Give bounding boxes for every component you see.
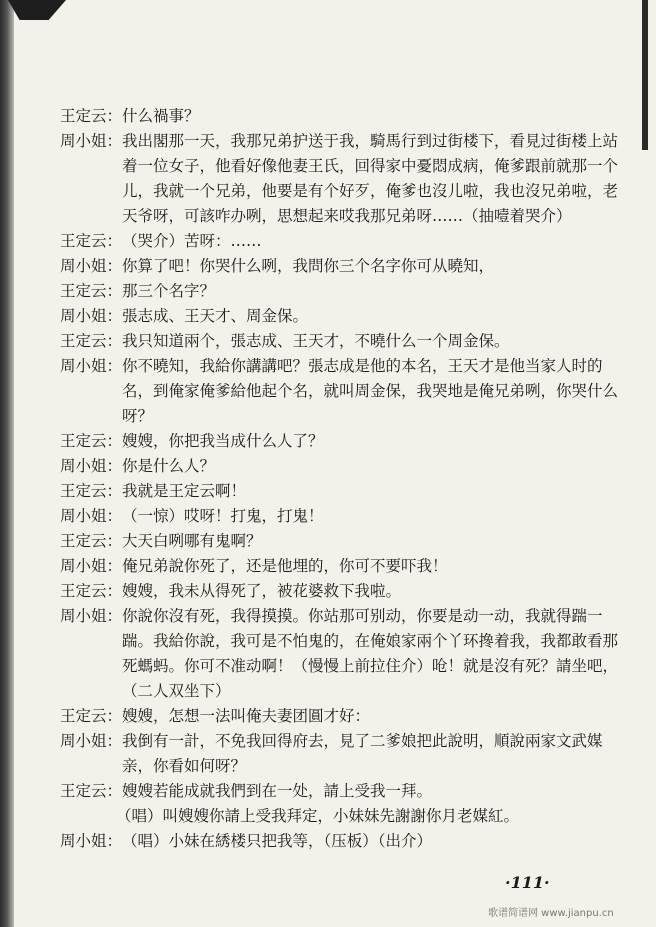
dialogue-text: 張志成、王天才、周金保。	[122, 307, 309, 325]
dialogue-text: 我只知道兩个，張志成、王天才，不曉什么一个周金保。	[122, 332, 510, 350]
dialogue-line	[60, 504, 620, 529]
site-watermark: 歌谱简谱网 www.jianpu.cn	[488, 908, 614, 919]
speaker-colon: ：	[106, 732, 123, 750]
speaker-colon: ：	[106, 132, 123, 150]
speaker-name: 周小姐	[60, 357, 107, 375]
page-number: ·111·	[505, 873, 550, 892]
script-page-body	[60, 104, 620, 854]
speaker-name: 王定云	[60, 582, 107, 600]
dialogue-text: 什么禍事？	[122, 107, 200, 125]
speaker-colon: ：	[106, 307, 123, 325]
speaker-colon: ：	[106, 507, 123, 525]
speaker-colon: ：	[106, 832, 123, 850]
dialogue-line	[60, 529, 620, 554]
dialogue-text: （哭介）苦呀：……	[122, 232, 262, 250]
speaker-colon: ：	[106, 457, 123, 475]
speaker-name: 王定云	[60, 432, 107, 450]
dialogue-text: 那三个名字？	[122, 282, 216, 300]
speaker-colon: ：	[106, 532, 123, 550]
dialogue-line	[60, 729, 620, 779]
dialogue-text: （一惊）哎呀！打鬼，打鬼！	[122, 507, 324, 525]
speaker-colon: ：	[106, 432, 123, 450]
spine-top-mark	[8, 0, 66, 20]
dialogue-text: 你是什么人？	[122, 457, 216, 475]
speaker-colon: ：	[106, 107, 123, 125]
right-edge-mark	[642, 0, 648, 150]
dialogue-line	[60, 454, 620, 479]
speaker-name: 王定云	[60, 107, 107, 125]
speaker-name: 周小姐	[60, 132, 107, 150]
dialogue-text: 你說你沒有死，我得摸摸。你站那可别动，你要是动一动，我就得踹一踹。我給你說，我可是不怕鬼的，在俺娘家兩个丫环搀着我，我都敢看那死螞蚂。你可不准动啊！（慢慢上前拉住介）呛！就是沒有死？請坐吧，（二人双坐下）	[122, 607, 619, 700]
dialogue-text: （唱）小妹在綉楼只把我等，（压板）（出介）	[122, 832, 433, 850]
speaker-colon: ：	[106, 282, 123, 300]
speaker-name: 王定云	[60, 782, 107, 800]
dialogue-line	[60, 429, 620, 454]
dialogue-line	[60, 129, 620, 229]
speaker-name: 周小姐	[60, 457, 107, 475]
dialogue-text: 嫂嫂若能成就我們到在一处，請上受我一拜。	[122, 782, 433, 800]
speaker-colon: ：	[106, 482, 123, 500]
dialogue-line	[60, 329, 620, 354]
speaker-name: 王定云	[60, 707, 107, 725]
dialogue-text: （唱）叫嫂嫂你請上受我拜定，小妹妹先謝謝你月老媒紅。	[116, 807, 520, 825]
dialogue-text: 你不曉知，我給你講講吧？張志成是他的本名，王天才是他当家人时的名，到俺家俺爹給他起个名，就叫周金保，我哭地是俺兄弟咧，你哭什么呀？	[122, 357, 619, 425]
dialogue-line	[60, 579, 620, 604]
dialogue-text: 我出閣那一天，我那兄弟护送于我，騎馬行到过街楼下，看見过街楼上站着一位女子，他看好像他妻王氏，回得家中憂悶成病，俺爹跟前就那一个儿，我就一个兄弟，他要是有个好歹，俺爹也沒儿啦，我也沒兄弟啦，老天爷呀，可該咋办咧，思想起来哎我那兄弟呀……（抽噎着哭介）	[122, 132, 619, 225]
speaker-name: 王定云	[60, 482, 107, 500]
dialogue-line	[60, 279, 620, 304]
dialogue-line	[60, 604, 620, 704]
dialogue-text: 嫂嫂，你把我当成什么人了？	[122, 432, 324, 450]
speaker-name: 周小姐	[60, 732, 107, 750]
speaker-name: 周小姐	[60, 257, 107, 275]
dialogue-line	[60, 229, 620, 254]
speaker-colon: ：	[106, 707, 123, 725]
speaker-name: 周小姐	[60, 507, 107, 525]
dialogue-line	[60, 104, 620, 129]
dialogue-text: 大天白咧哪有鬼啊？	[122, 532, 262, 550]
speaker-colon: ：	[106, 257, 123, 275]
speaker-colon: ：	[106, 332, 123, 350]
dialogue-line	[60, 554, 620, 579]
dialogue-line	[60, 829, 620, 854]
speaker-name: 周小姐	[60, 307, 107, 325]
speaker-colon: ：	[106, 232, 123, 250]
dialogue-text: 嫂嫂，怎想一法叫俺夫妻团圓才好：	[122, 707, 371, 725]
dialogue-text: 你算了吧！你哭什么咧，我問你三个名字你可从曉知，	[122, 257, 495, 275]
dialogue-line	[60, 354, 620, 429]
dialogue-line	[60, 804, 620, 829]
speaker-colon: ：	[106, 782, 123, 800]
dialogue-line	[60, 779, 620, 804]
speaker-name: 王定云	[60, 532, 107, 550]
dialogue-text: 俺兄弟說你死了，还是他埋的，你可不要吓我！	[122, 557, 448, 575]
speaker-colon: ：	[106, 582, 123, 600]
speaker-name: 王定云	[60, 282, 107, 300]
dialogue-text: 我倒有一計，不免我回得府去，見了二爹娘把此說明，順說兩家文武媒亲，你看如何呀？	[122, 732, 603, 775]
speaker-name: 周小姐	[60, 832, 107, 850]
dialogue-line	[60, 479, 620, 504]
speaker-name: 周小姐	[60, 557, 107, 575]
book-spine-shadow	[0, 0, 14, 927]
speaker-colon: ：	[106, 557, 123, 575]
speaker-name: 王定云	[60, 332, 107, 350]
dialogue-line	[60, 304, 620, 329]
dialogue-line	[60, 704, 620, 729]
speaker-name: 王定云	[60, 232, 107, 250]
dialogue-text: 我就是王定云啊！	[122, 482, 247, 500]
speaker-colon: ：	[106, 357, 123, 375]
speaker-name: 周小姐	[60, 607, 107, 625]
speaker-colon: ：	[106, 607, 123, 625]
dialogue-line	[60, 254, 620, 279]
dialogue-text: 嫂嫂，我未从得死了，被花婆救下我啦。	[122, 582, 402, 600]
